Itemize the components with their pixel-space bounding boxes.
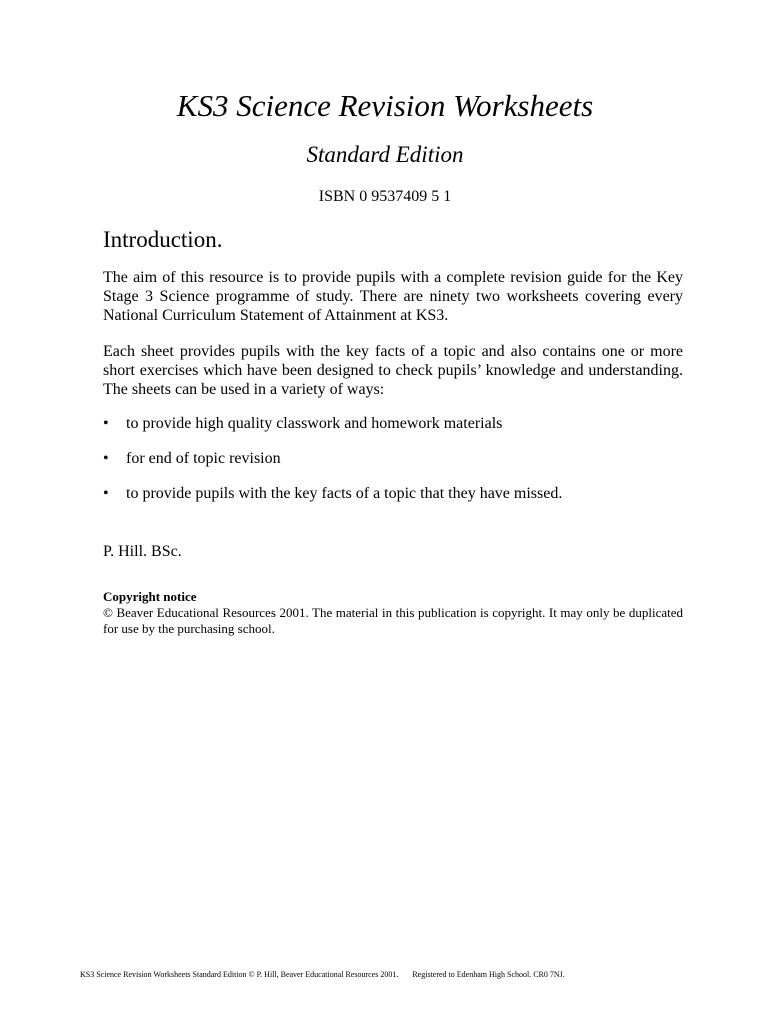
footer-registration: Registered to Edenham High School. CR0 7NJ. [412, 970, 565, 979]
introduction-paragraph: Each sheet provides pupils with the key facts of a topic and also contains one or more short exercises which have been designed to check pupils’ knowledge and understanding. The sheets can be used in a variety of ways: [103, 343, 683, 398]
list-item-text: for end of topic revision [126, 450, 281, 467]
usage-list [103, 414, 683, 519]
list-item-text: to provide pupils with the key facts of a topic that they have missed. [126, 485, 563, 502]
copyright-heading: Copyright notice [103, 589, 197, 604]
list-item [103, 449, 683, 484]
list-item [103, 484, 683, 519]
introduction-paragraph: The aim of this resource is to provide pupils with a complete revision guide for the Key Stage 3 Science programme of study. There are ninety two worksheets covering every National Curriculum Statement of Attainment at KS3. [103, 269, 683, 324]
document-subtitle: Standard Edition [306, 142, 464, 167]
bullet-icon: • [103, 415, 109, 432]
author-signature: P. Hill. BSc. [103, 543, 182, 560]
list-item [103, 414, 683, 449]
document-title: KS3 Science Revision Worksheets [176, 88, 594, 123]
bullet-icon: • [103, 485, 109, 502]
bullet-icon: • [103, 450, 109, 467]
introduction-heading: Introduction. [103, 227, 223, 252]
copyright-text: © Beaver Educational Resources 2001. The material in this publication is copyright. It may only be duplicated for use by the purchasing school. [103, 605, 683, 636]
page-footer [80, 969, 565, 980]
footer-attribution: KS3 Science Revision Worksheets Standard Edition © P. Hill, Beaver Educational Resources 2001. [80, 970, 399, 979]
isbn-number: ISBN 0 9537409 5 1 [318, 188, 452, 205]
list-item-text: to provide high quality classwork and homework materials [126, 415, 503, 432]
